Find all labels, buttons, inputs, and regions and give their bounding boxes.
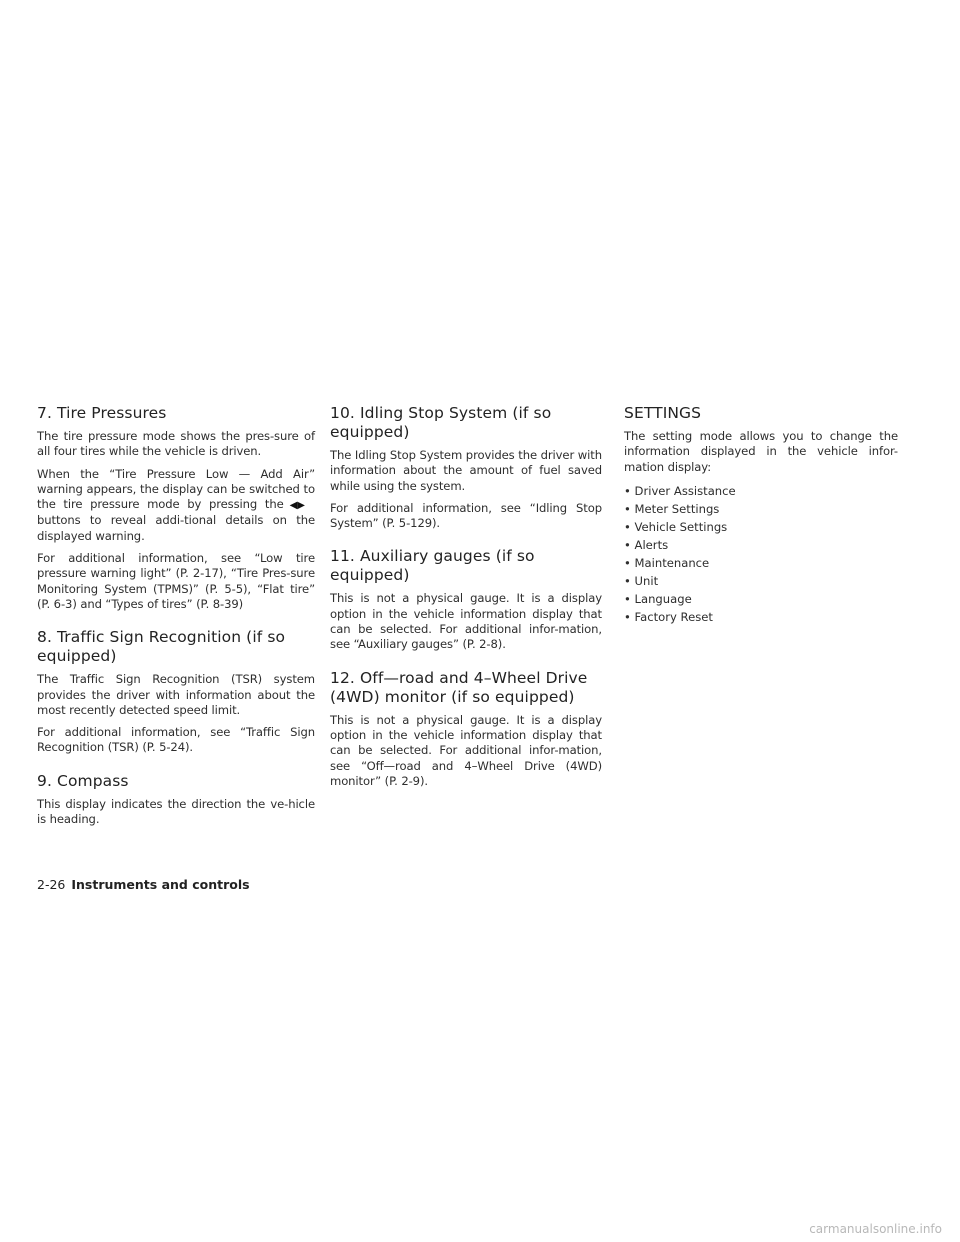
- compass-paragraph: This display indicates the direction the ve-hicle is heading.: [37, 796, 315, 827]
- heading-traffic-sign-recognition: 8. Traffic Sign Recognition (if so equipped): [37, 628, 286, 666]
- idling-stop-paragraph-2: For additional information, see “Idling Stop System” (P. 5-129).: [330, 500, 602, 531]
- list-item: • Driver Assistance: [624, 483, 736, 498]
- tire-pressures-p2-before: When the “Tire Pressure Low — Add Air” warning appears, the display can be switched to the tire pressure mode by pressing the: [37, 466, 315, 512]
- heading-tire-pressures: 7. Tire Pressures: [37, 404, 167, 422]
- offroad-4wd-paragraph: This is not a physical gauge. It is a display option in the vehicle information display that can be selected. For additional infor-mation, see “Off—road and 4–Wheel Drive (4WD) monitor” (P. 2-9).: [330, 712, 602, 788]
- tire-pressures-p2-after: buttons to reveal addi-tional details on the displayed warning.: [37, 513, 315, 543]
- heading-idling-stop-system: 10. Idling Stop System (if so equipped): [330, 404, 552, 441]
- heading-compass: 9. Compass: [37, 771, 129, 790]
- settings-paragraph: The setting mode allows you to change the information displayed in the vehicle infor-mation display:: [624, 429, 898, 474]
- list-item: • Factory Reset: [624, 609, 713, 624]
- list-item: • Vehicle Settings: [624, 519, 728, 534]
- tsr-paragraph-2: For additional information, see “Traffic Sign Recognition (TSR) (P. 5-24).: [37, 725, 315, 755]
- list-item: • Alerts: [624, 537, 669, 552]
- tire-pressures-paragraph-2: [37, 467, 315, 544]
- list-item: • Unit: [624, 573, 659, 588]
- settings-list: [624, 482, 898, 626]
- tsr-paragraph-1: The Traffic Sign Recognition (TSR) system provides the driver with information about the most recently detected speed limit.: [37, 672, 315, 717]
- page-number: 2-26: [37, 877, 66, 892]
- heading-auxiliary-gauges: 11. Auxiliary gauges (if so equipped): [330, 547, 535, 585]
- column-left: [37, 404, 315, 834]
- column-right: [624, 404, 898, 626]
- list-item: • Maintenance: [624, 555, 710, 570]
- page-footer: [37, 877, 250, 892]
- left-right-arrow-icon: ◀▶: [289, 500, 305, 512]
- idling-stop-paragraph-1: The Idling Stop System provides the driver with information about the amount of fuel saved while using the system.: [330, 448, 602, 493]
- tire-pressures-paragraph-1: The tire pressure mode shows the pres-sure of all four tires while the vehicle is driven.: [37, 429, 315, 459]
- tire-pressures-paragraph-3: For additional information, see “Low tire pressure warning light” (P. 2-17), “Tire Pres-sure Monitoring System (TPMS)” (P. 5-5), “Flat tire” (P. 6-3) and “Types of tires” (P. 8-39): [37, 551, 315, 611]
- heading-offroad-4wd-monitor: 12. Off—road and 4–Wheel Drive (4WD) monitor (if so equipped): [330, 668, 588, 706]
- column-middle: [330, 404, 602, 796]
- list-item: • Language: [624, 591, 692, 606]
- watermark-text: carmanualsonline.info: [809, 1222, 942, 1236]
- auxiliary-gauges-paragraph: This is not a physical gauge. It is a display option in the vehicle information display that can be selected. For additional infor-mation, see “Auxiliary gauges” (P. 2-8).: [330, 591, 602, 652]
- heading-settings: SETTINGS: [624, 404, 702, 422]
- list-item: • Meter Settings: [624, 501, 720, 516]
- chapter-title: Instruments and controls: [71, 877, 250, 892]
